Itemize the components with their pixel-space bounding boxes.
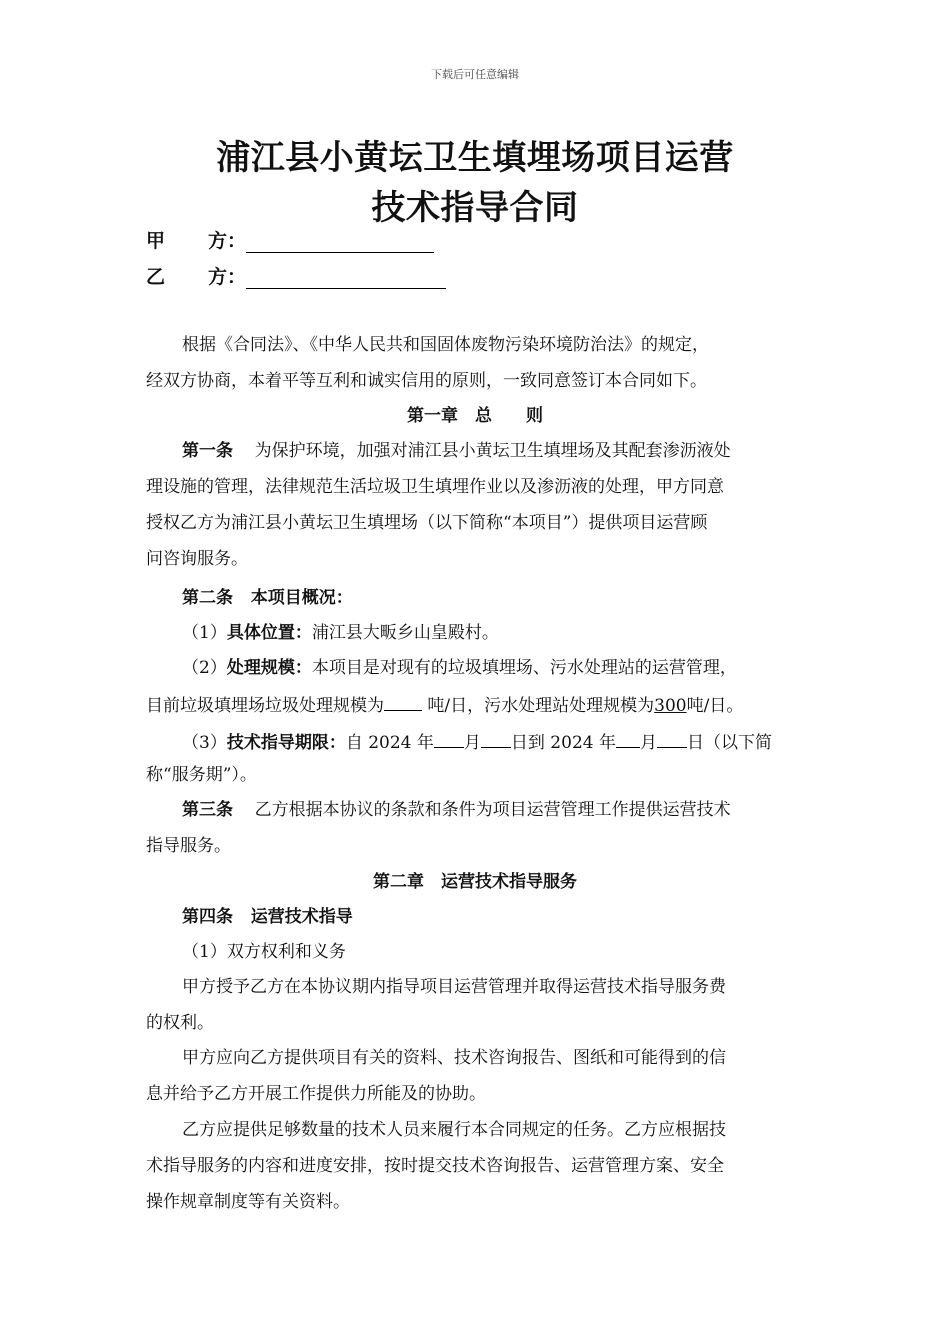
article-2-title: 本项目概况： <box>250 588 353 608</box>
intro-line-1: 根据《合同法》、《中华人民共和国固体废物污染环境防治法》的规定， <box>182 335 709 355</box>
item-3-d: 月 <box>639 733 657 753</box>
party-b-blank <box>246 268 446 289</box>
article-2-item-2-line-2 <box>146 692 743 717</box>
title-line-2: 技术指导合同 <box>371 188 579 228</box>
start-month-blank <box>434 729 464 748</box>
article-4-label: 第四条 <box>182 907 233 927</box>
item-2-label: 处理规模： <box>226 658 312 678</box>
article-1-line-3: 授权乙方为浦江县小黄坛卫生填埋场（以下简称“本项目”）提供项目运营顾 <box>146 513 708 533</box>
article-4-para-3-line-1: 乙方应提供足够数量的技术人员来履行本合同规定的任务。乙方应根据技 <box>182 1120 726 1140</box>
party-a <box>146 226 434 253</box>
article-4-para-3-line-3: 操作规章制度等有关资料。 <box>146 1192 350 1212</box>
title-line-1: 浦江县小黄坛卫生填埋场项目运营 <box>216 138 734 178</box>
item-3-e: 日（以下简 <box>686 733 772 753</box>
intro-line-2: 经双方协商，本着平等互利和诚实信用的原则，一致同意签订本合同如下。 <box>146 371 707 391</box>
item-3-label: 技术指导期限： <box>226 733 346 753</box>
article-3-text-1: 乙方根据本协议的条款和条件为项目运营管理工作提供运营技术 <box>254 800 731 820</box>
article-3-label: 第三条 <box>182 800 233 820</box>
article-2-item-2 <box>182 657 737 679</box>
article-4-para-3-line-2: 术指导服务的内容和进度安排，按时提交技术咨询报告、运营管理方案、安全 <box>146 1156 724 1176</box>
item-2-number: （2） <box>182 658 227 678</box>
party-b-label1: 乙 <box>146 266 166 288</box>
item-2-text: 本项目是对现有的垃圾填埋场、污水处理站的运营管理， <box>311 658 737 678</box>
article-4-para-2-line-1: 甲方应向乙方提供项目有关的资料、技术咨询报告、图纸和可能得到的信 <box>182 1048 726 1068</box>
article-1-label: 第一条 <box>182 441 233 461</box>
item-2-line2-c: 吨/日。 <box>686 696 744 716</box>
start-day-blank <box>481 729 511 748</box>
item-3-a: 自 2024 年 <box>345 733 434 753</box>
article-2-item-3-line-2: 称“服务期”）。 <box>146 765 257 785</box>
item-3-b: 月 <box>463 733 481 753</box>
sewage-capacity-value: 300 <box>654 696 687 716</box>
article-4-sub-1: （1）双方权利和义务 <box>182 942 346 962</box>
article-1-text-1: 为保护环境，加强对浦江县小黄坛卫生填埋场及其配套渗沥液处 <box>254 441 731 461</box>
item-3-c: 日到 2024 年 <box>510 733 616 753</box>
article-4-heading <box>182 906 353 928</box>
article-4-para-1-line-2: 的权利。 <box>146 1013 214 1033</box>
article-3-line-1 <box>182 799 731 821</box>
article-4-para-2-line-2: 息并给予乙方开展工作提供力所能及的协助。 <box>146 1084 486 1104</box>
watermark: 下载后可任意编辑 <box>431 68 519 81</box>
article-3-line-2: 指导服务。 <box>146 836 231 856</box>
article-1-line-1 <box>182 440 731 462</box>
article-2-item-3 <box>182 729 772 754</box>
article-2-item-1 <box>182 622 499 644</box>
article-2-label: 第二条 <box>182 588 233 608</box>
chapter-1-title: 第一章 总 则 <box>407 406 543 426</box>
end-month-blank <box>616 729 640 748</box>
item-1-text: 浦江县大畈乡山皇殿村。 <box>311 623 499 643</box>
chapter-2-title: 第二章 运营技术指导服务 <box>373 872 577 892</box>
article-1-line-4: 问咨询服务。 <box>146 549 248 569</box>
landfill-capacity-blank <box>384 692 422 711</box>
article-2-heading <box>182 587 353 609</box>
party-a-label2: 方： <box>208 230 247 252</box>
item-1-number: （1） <box>182 623 227 643</box>
party-b <box>146 262 446 289</box>
article-4-para-1-line-1: 甲方授予乙方在本协议期内指导项目运营管理并取得运营技术指导服务费 <box>182 977 726 997</box>
article-4-title: 运营技术指导 <box>250 907 353 927</box>
item-1-label: 具体位置： <box>226 623 312 643</box>
party-a-blank <box>246 232 434 253</box>
item-2-line2-b: 吨/日，污水处理站处理规模为 <box>422 696 655 716</box>
article-1-line-2: 理设施的管理，法律规范生活垃圾卫生填埋作业以及渗沥液的处理，甲方同意 <box>146 477 724 497</box>
party-b-label2: 方： <box>208 266 247 288</box>
item-3-number: （3） <box>182 733 227 753</box>
party-a-label1: 甲 <box>146 230 166 252</box>
item-2-line2-a: 目前垃圾填埋场垃圾处理规模为 <box>146 696 384 716</box>
end-day-blank <box>657 729 687 748</box>
